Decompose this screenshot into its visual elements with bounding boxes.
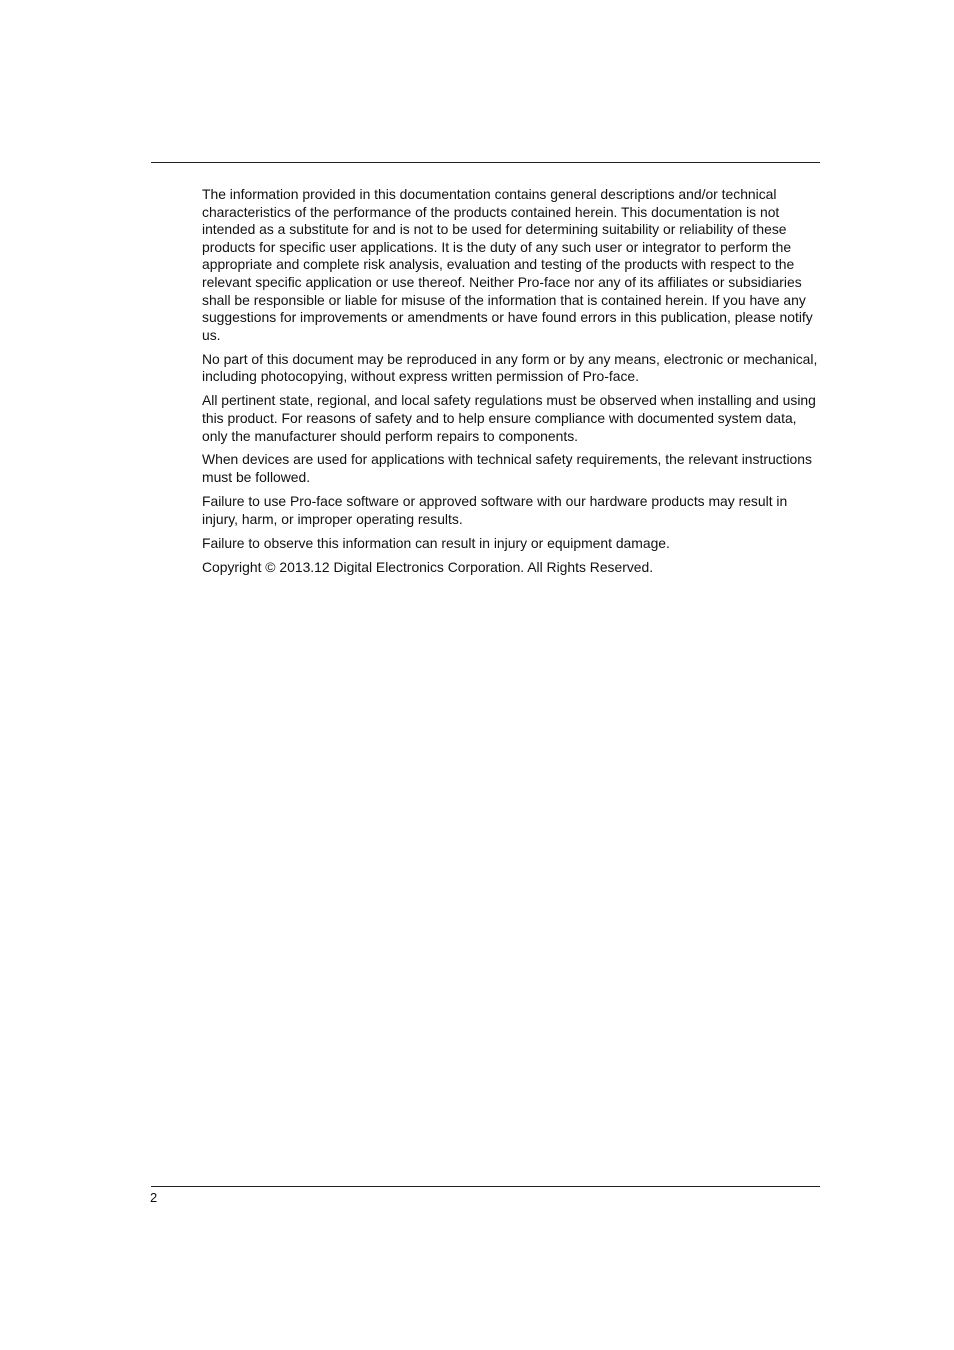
copyright-notice: Copyright © 2013.12 Digital Electronics Corporation. All Rights Reserved.	[202, 558, 654, 575]
footer-divider	[151, 1186, 820, 1187]
disclaimer-paragraph: The information provided in this documentation contains general descriptions and/or technical characteristics of the performance of the products contained herein. This documentation is not intended as a substitute for and is not to be used for determining suitability or reliability of these products for specific user applications. It is the duty of any such user or integrator to perform the appropriate and complete risk analysis, evaluation and testing of the products with respect to the relevant specific application or use thereof. Neither Pro-face nor any of its affiliates or subsidiaries shall be responsible or liable for misuse of the information that is contained herein. If you have any suggestions for improvements or amendments or have found errors in this publication, please notify us.	[202, 186, 813, 343]
reproduction-paragraph: No part of this document may be reproduced in any form or by any means, electronic or mechanical, including photocopying, without express written permission of Pro-face.	[202, 350, 818, 385]
damage-warning-paragraph: Failure to observe this information can result in injury or equipment damage.	[202, 534, 670, 551]
legal-notice	[202, 186, 822, 583]
technical-safety-paragraph: When devices are used for applications with technical safety requirements, the relevant instructions must be followed.	[202, 451, 812, 486]
safety-regulations-paragraph: All pertinent state, regional, and local safety regulations must be observed when installing and using this product. For reasons of safety and to help ensure compliance with documented system data, only the manufacturer should perform repairs to components.	[202, 392, 816, 444]
page-number: 2	[150, 1190, 158, 1205]
software-warning-paragraph: Failure to use Pro-face software or approved software with our hardware products may result in injury, harm, or improper operating results.	[202, 493, 788, 527]
header-divider	[151, 162, 820, 163]
